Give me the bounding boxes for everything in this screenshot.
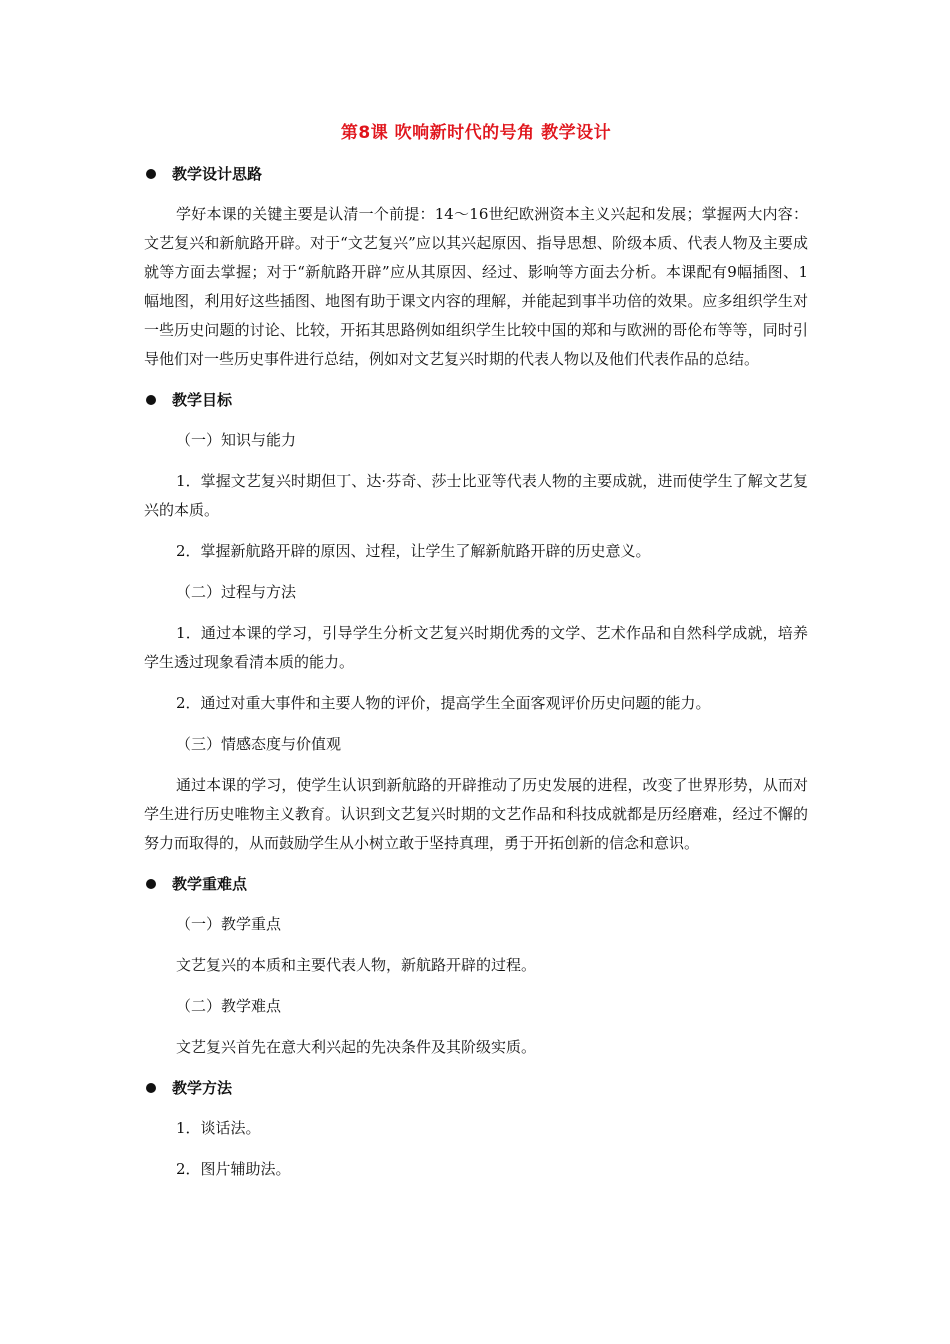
paragraph: 通过本课的学习，使学生认识到新航路的开辟推动了历史发展的进程，改变了世界形势，从而对学生进行历史唯物主义教育。认识到文艺复兴时期的文艺作品和科技成就都是历经磨难，经过不懈的努力而取得的，从而鼓励学生从小树立敢于坚持真理，勇于开拓创新的信念和意识。 [144,776,808,852]
section-design-idea [144,160,808,374]
section-heading-text: 教学目标 [172,391,233,409]
section-heading [144,386,808,414]
section-key-points [144,870,808,1062]
paragraph: 2．掌握新航路开辟的原因、过程，让学生了解新航路开辟的历史意义。 [176,542,651,560]
bullet-icon [146,169,156,179]
section-heading-text: 教学方法 [172,1079,233,1097]
section-heading [144,1074,808,1102]
section-objectives [144,386,808,858]
section-heading [144,160,808,188]
subheading: （二）过程与方法 [176,583,297,601]
subheading: （二）教学难点 [176,997,282,1015]
bullet-icon [146,1083,156,1093]
paragraph: 1．通过本课的学习，引导学生分析文艺复兴时期优秀的文学、艺术作品和自然科学成就，培养学生透过现象看清本质的能力。 [144,624,808,671]
section-heading-text: 教学设计思路 [172,165,263,183]
paragraph: 文艺复兴首先在意大利兴起的先决条件及其阶级实质。 [176,1038,537,1056]
bullet-icon [146,395,156,405]
paragraph: 1．谈话法。 [176,1119,261,1137]
subheading: （一）教学重点 [176,915,282,933]
paragraph: 2．图片辅助法。 [176,1160,291,1178]
subheading: （一）知识与能力 [176,431,297,449]
document-title: 第8课 吹响新时代的号角 教学设计 [340,123,612,143]
paragraph: 2．通过对重大事件和主要人物的评价，提高学生全面客观评价历史问题的能力。 [176,694,711,712]
subheading: （三）情感态度与价值观 [176,735,342,753]
paragraph: 1．掌握文艺复兴时期但丁、达·芬奇、莎士比亚等代表人物的主要成就，进而使学生了解文艺复兴的本质。 [144,472,808,519]
document-page [144,118,808,1196]
paragraph: 学好本课的关键主要是认清一个前提：14～16世纪欧洲资本主义兴起和发展；掌握两大内容：文艺复兴和新航路开辟。对于“文艺复兴”应以其兴起原因、指导思想、阶级本质、代表人物及主要成就等方面去掌握；对于“新航路开辟”应从其原因、经过、影响等方面去分析。本课配有9幅插图、1幅地图，利用好这些插图、地图有助于课文内容的理解，并能起到事半功倍的效果。应多组织学生对一些历史问题的讨论、比较，开拓其思路例如组织学生比较中国的郑和与欧洲的哥伦布等等，同时引导他们对一些历史事件进行总结，例如对文艺复兴时期的代表人物以及他们代表作品的总结。 [144,205,808,368]
section-heading [144,870,808,898]
section-heading-text: 教学重难点 [172,875,248,893]
bullet-icon [146,879,156,889]
paragraph: 文艺复兴的本质和主要代表人物，新航路开辟的过程。 [176,956,537,974]
section-methods [144,1074,808,1184]
